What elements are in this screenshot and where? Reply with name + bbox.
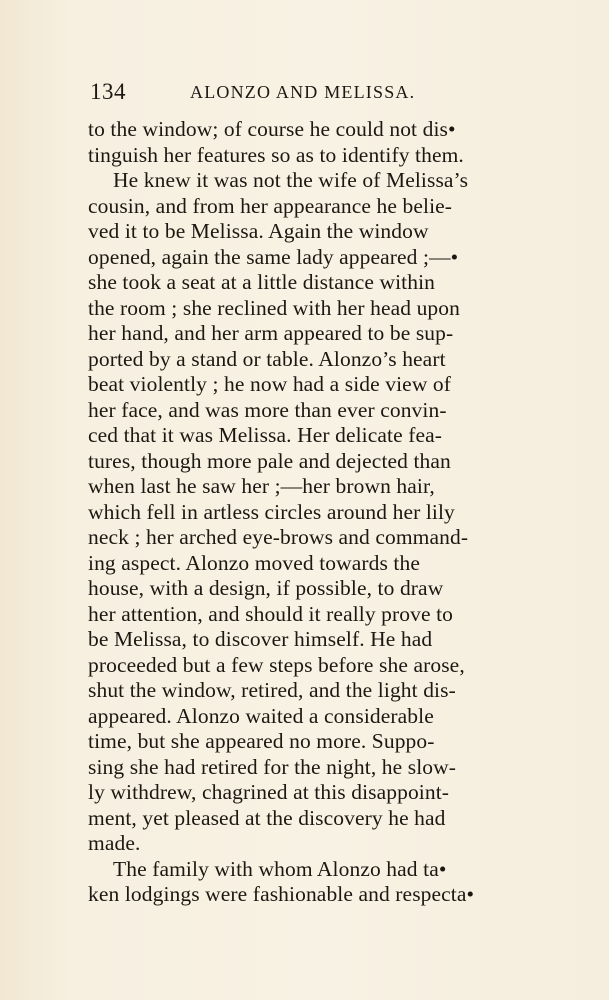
text-line: appeared. Alonzo waited a considerable	[88, 703, 434, 728]
text-line: the room ; she reclined with her head upon	[88, 295, 460, 320]
text-line: proceeded but a few steps before she arose,	[88, 652, 465, 677]
text-line: opened, again the same lady appeared ;—•	[88, 244, 459, 269]
text-line: to the window; of course he could not dis•	[88, 117, 456, 141]
text-line: when last he saw her ;—her brown hair,	[88, 474, 435, 498]
text-line: shut the window, retired, and the light dis-	[88, 678, 456, 702]
text-line: her attention, and should it really prove to	[88, 601, 454, 626]
running-head: ALONZO AND MELISSA.	[190, 82, 416, 102]
text-line: ved it to be Melissa. Again the window	[88, 219, 429, 243]
text-line: house, with a design, if possible, to draw	[88, 576, 444, 600]
text-line: time, but she appeared no more. Suppo-	[88, 729, 435, 753]
text-line: cousin, and from her appearance he belie-	[88, 193, 453, 218]
text-line: He knew it was not the wife of Melissa’s	[113, 168, 469, 192]
text-line: ken lodgings were fashionable and respecta•	[88, 882, 475, 906]
body-text	[88, 117, 548, 908]
text-line: which fell in artless circles around her lily	[88, 499, 455, 524]
page-header	[90, 78, 550, 106]
text-line: ly withdrew, chagrined at this disappoint-	[88, 780, 450, 804]
text-line: her hand, and her arm appeared to be sup-	[88, 321, 454, 345]
text-line: she took a seat at a little distance within	[88, 270, 436, 294]
text-line: ment, yet pleased at the discovery he had	[88, 805, 446, 830]
text-line: beat violently ; he now had a side view of	[88, 372, 452, 396]
text-line: ced that it was Melissa. Her delicate fea-	[88, 423, 443, 447]
text-line: tures, though more pale and dejected than	[88, 448, 451, 473]
text-line: tinguish her features so as to identify them.	[88, 142, 464, 167]
page-number: 134	[90, 79, 126, 104]
text-line: sing she had retired for the night, he slow-	[88, 754, 457, 779]
text-line: made.	[88, 831, 141, 855]
text-line: her face, and was more than ever convin-	[88, 397, 447, 422]
text-line: be Melissa, to discover himself. He had	[88, 627, 433, 651]
text-line: ported by a stand or table. Alonzo’s heart	[88, 346, 446, 371]
text-line: ing aspect. Alonzo moved towards the	[88, 550, 420, 575]
text-line: The family with whom Alonzo had ta•	[113, 856, 447, 881]
text-line: neck ; her arched eye-brows and command-	[88, 525, 469, 549]
